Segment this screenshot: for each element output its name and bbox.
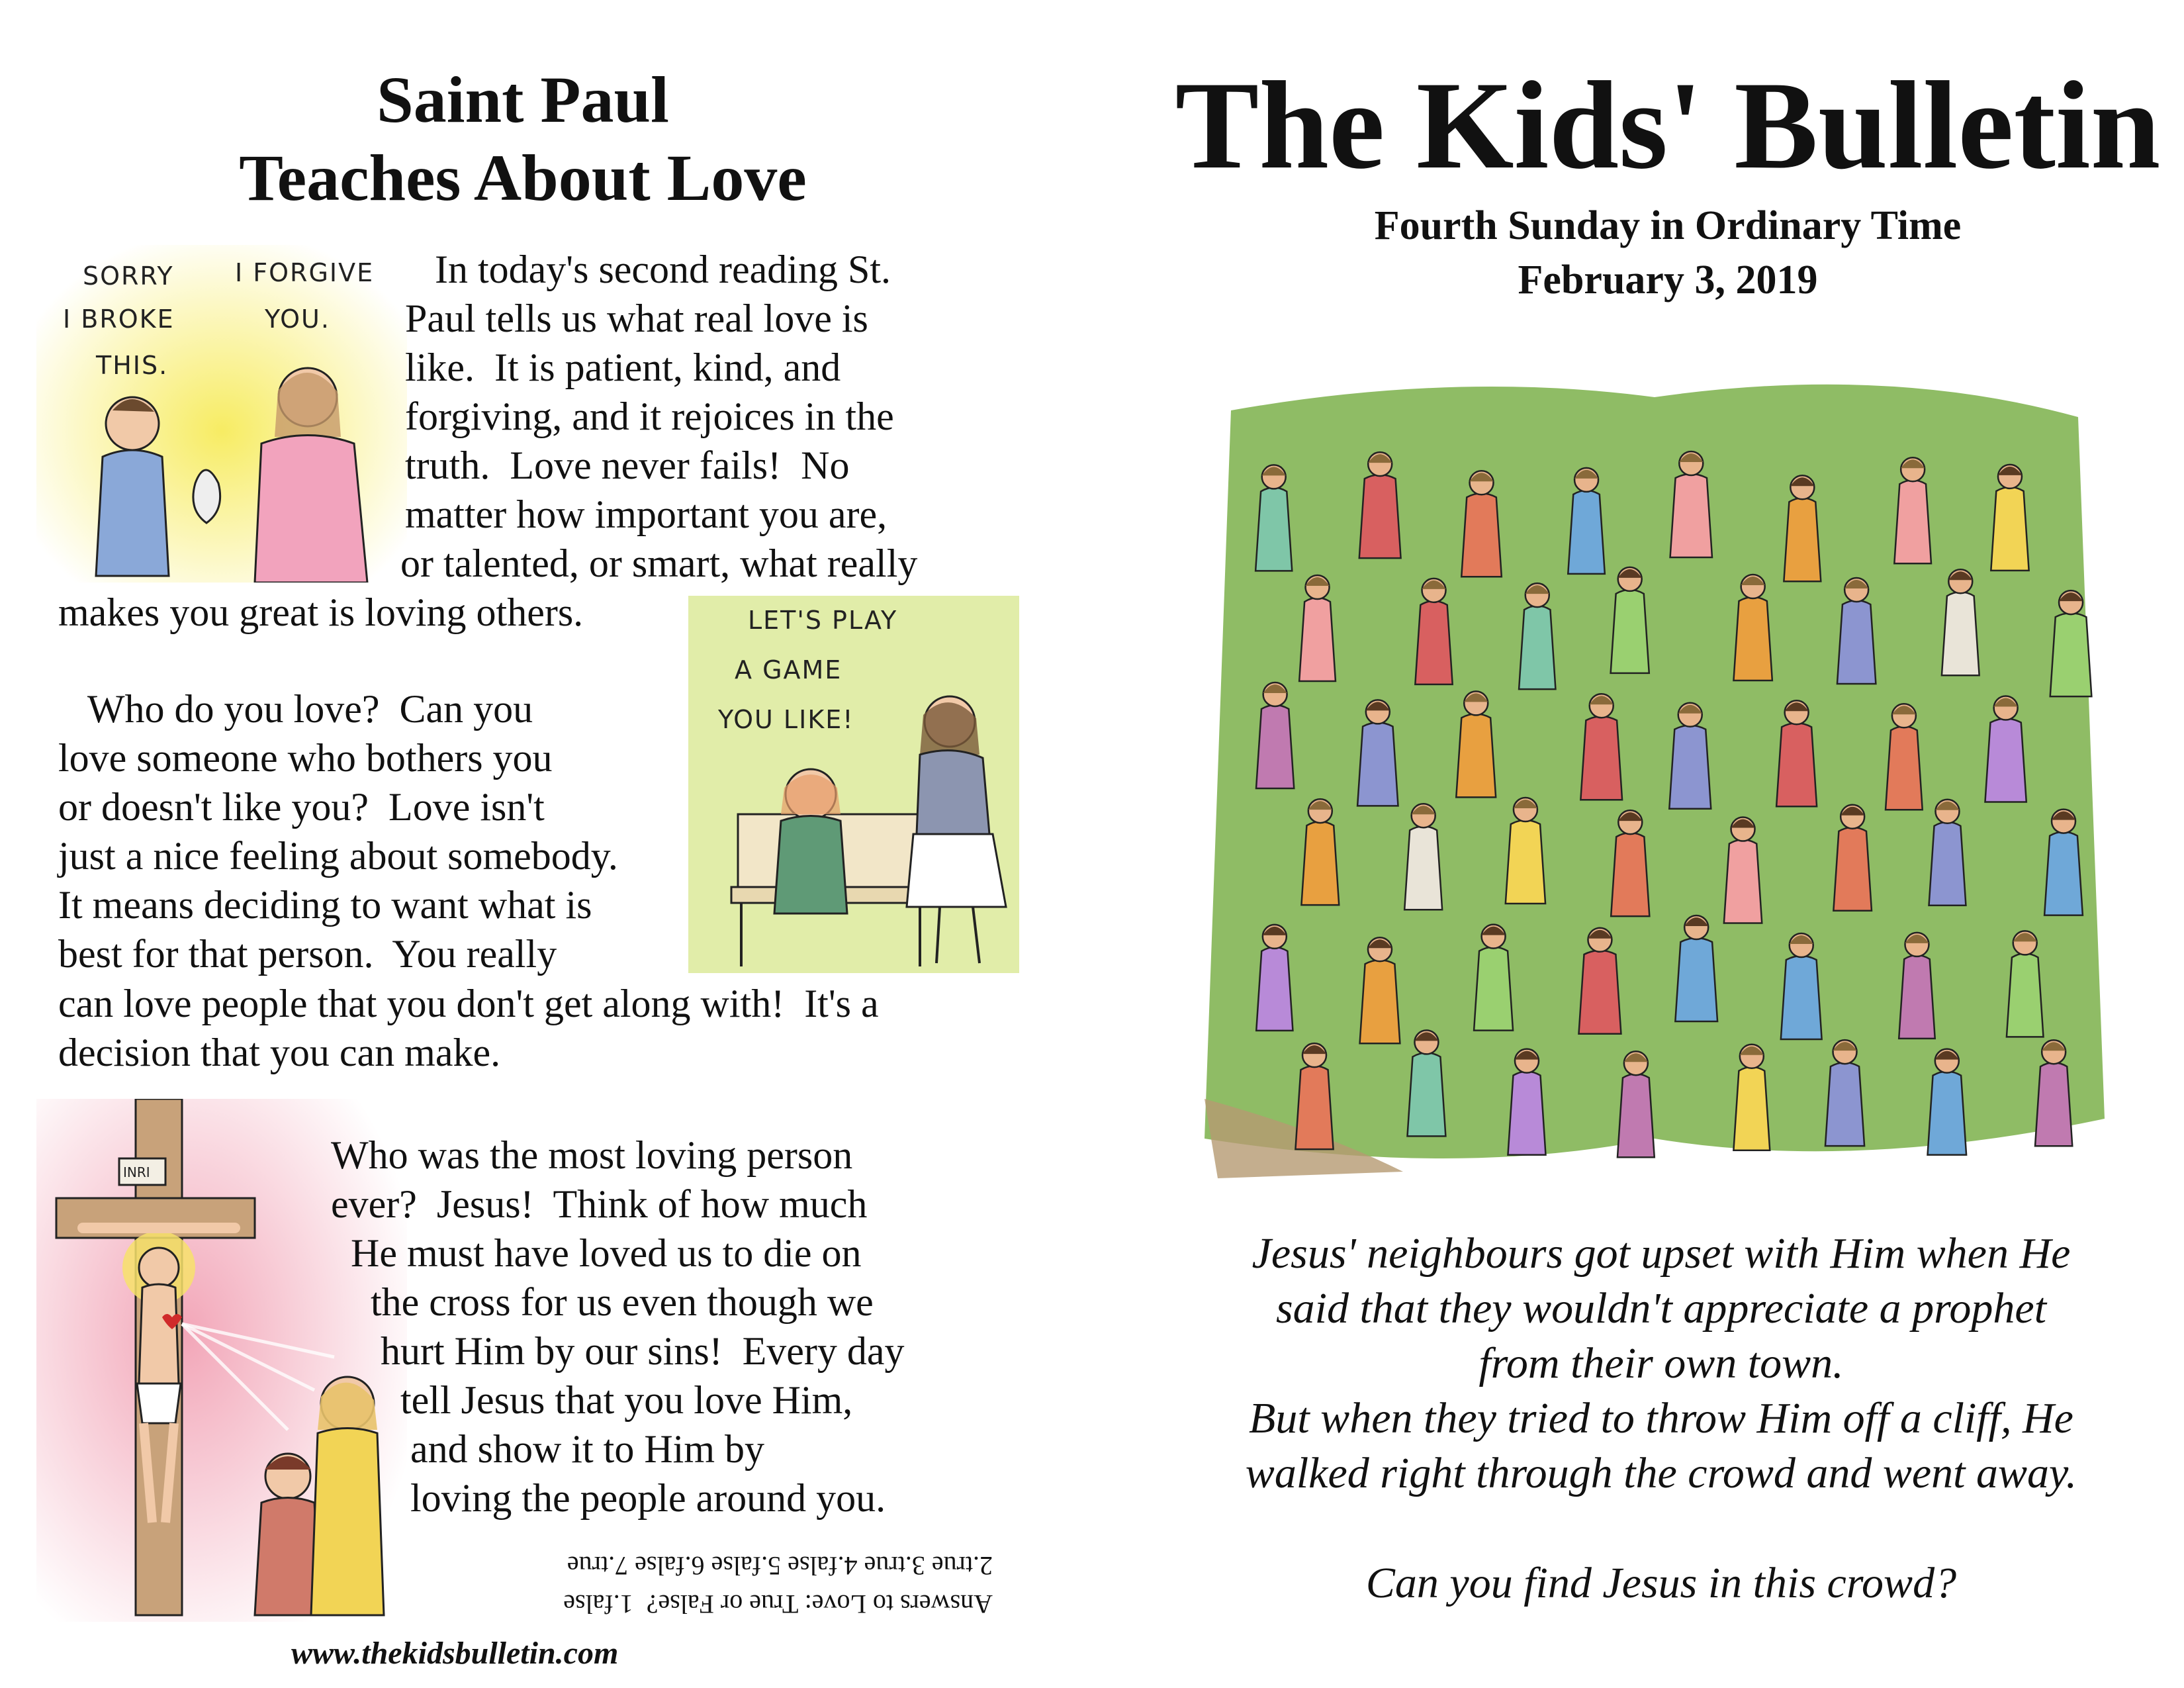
article-title-line1: Saint Paul (377, 63, 669, 136)
forgive-illustration (36, 245, 407, 583)
para3: Who was the most loving person ever? Jesus! Think of how much He must have loved us to die on the cross for us even though we hurt Him by our sins! Every day tell Jesus that you love Him, and show it to Him by loving the people around you. (331, 1133, 905, 1520)
grass-field (1205, 385, 2105, 1158)
para1-top: In today's second reading St. Paul tells us what real love is like. It is patient, kind, and forgiving, and it rejoices in the truth. Love never fails! No matter how important you are, (405, 248, 894, 536)
para1-mid: or talented, or smart, what really (400, 541, 918, 585)
speech-forgive-1: I FORGIVE (235, 258, 375, 287)
inri-sign: INRI (123, 1164, 150, 1180)
article-title-line2: Teaches About Love (239, 141, 807, 214)
speech-play-1: LET'S PLAY (748, 606, 898, 635)
speech-play-3: YOU LIKE! (718, 705, 854, 734)
speech-sorry-3: THIS. (96, 351, 169, 380)
para1-end: makes you great is loving others. (58, 590, 584, 634)
find-jesus-question: Can you find Jesus in this crowd? (1365, 1559, 1957, 1607)
jesus-head (139, 1248, 179, 1288)
speech-play-2: A GAME (735, 655, 842, 684)
para2-lines: Who do you love? Can you love someone who bothers you or doesn't like you? Love isn't just a nice feeling about somebody. It means deciding to want what is best for that person. You really (58, 687, 618, 976)
bench-illustration (688, 596, 1019, 973)
subheading (1152, 199, 2184, 307)
speech-sorry-1: SORRY (83, 261, 174, 291)
article-title (119, 61, 927, 217)
caption-text: Jesus' neighbours got upset with Him when He said that they wouldn't appreciate a prophet from their own town. But when they tried to throw Him off a cliff, He walked right through the crowd and went away. (1245, 1229, 2077, 1497)
crowd-illustration (1191, 357, 2118, 1205)
speech-sorry-2: I BROKE (63, 305, 175, 334)
bulletin-date: February 3, 2019 (1518, 258, 1818, 303)
website-link[interactable]: www.thekidsbulletin.com (291, 1636, 619, 1671)
para2-end: can love people that you don't get along with! It's a decision that you can make. (58, 982, 879, 1074)
sunday-title: Fourth Sunday in Ordinary Time (1374, 203, 1962, 248)
answers-upside-down: Answers to Love: True or False? 1.false 2.true 3.true 4.false 5.false 6.false 7.true (563, 1551, 993, 1619)
speech-forgive-2: YOU. (265, 305, 330, 334)
masthead-title: The Kids' Bulletin (1175, 56, 2161, 195)
